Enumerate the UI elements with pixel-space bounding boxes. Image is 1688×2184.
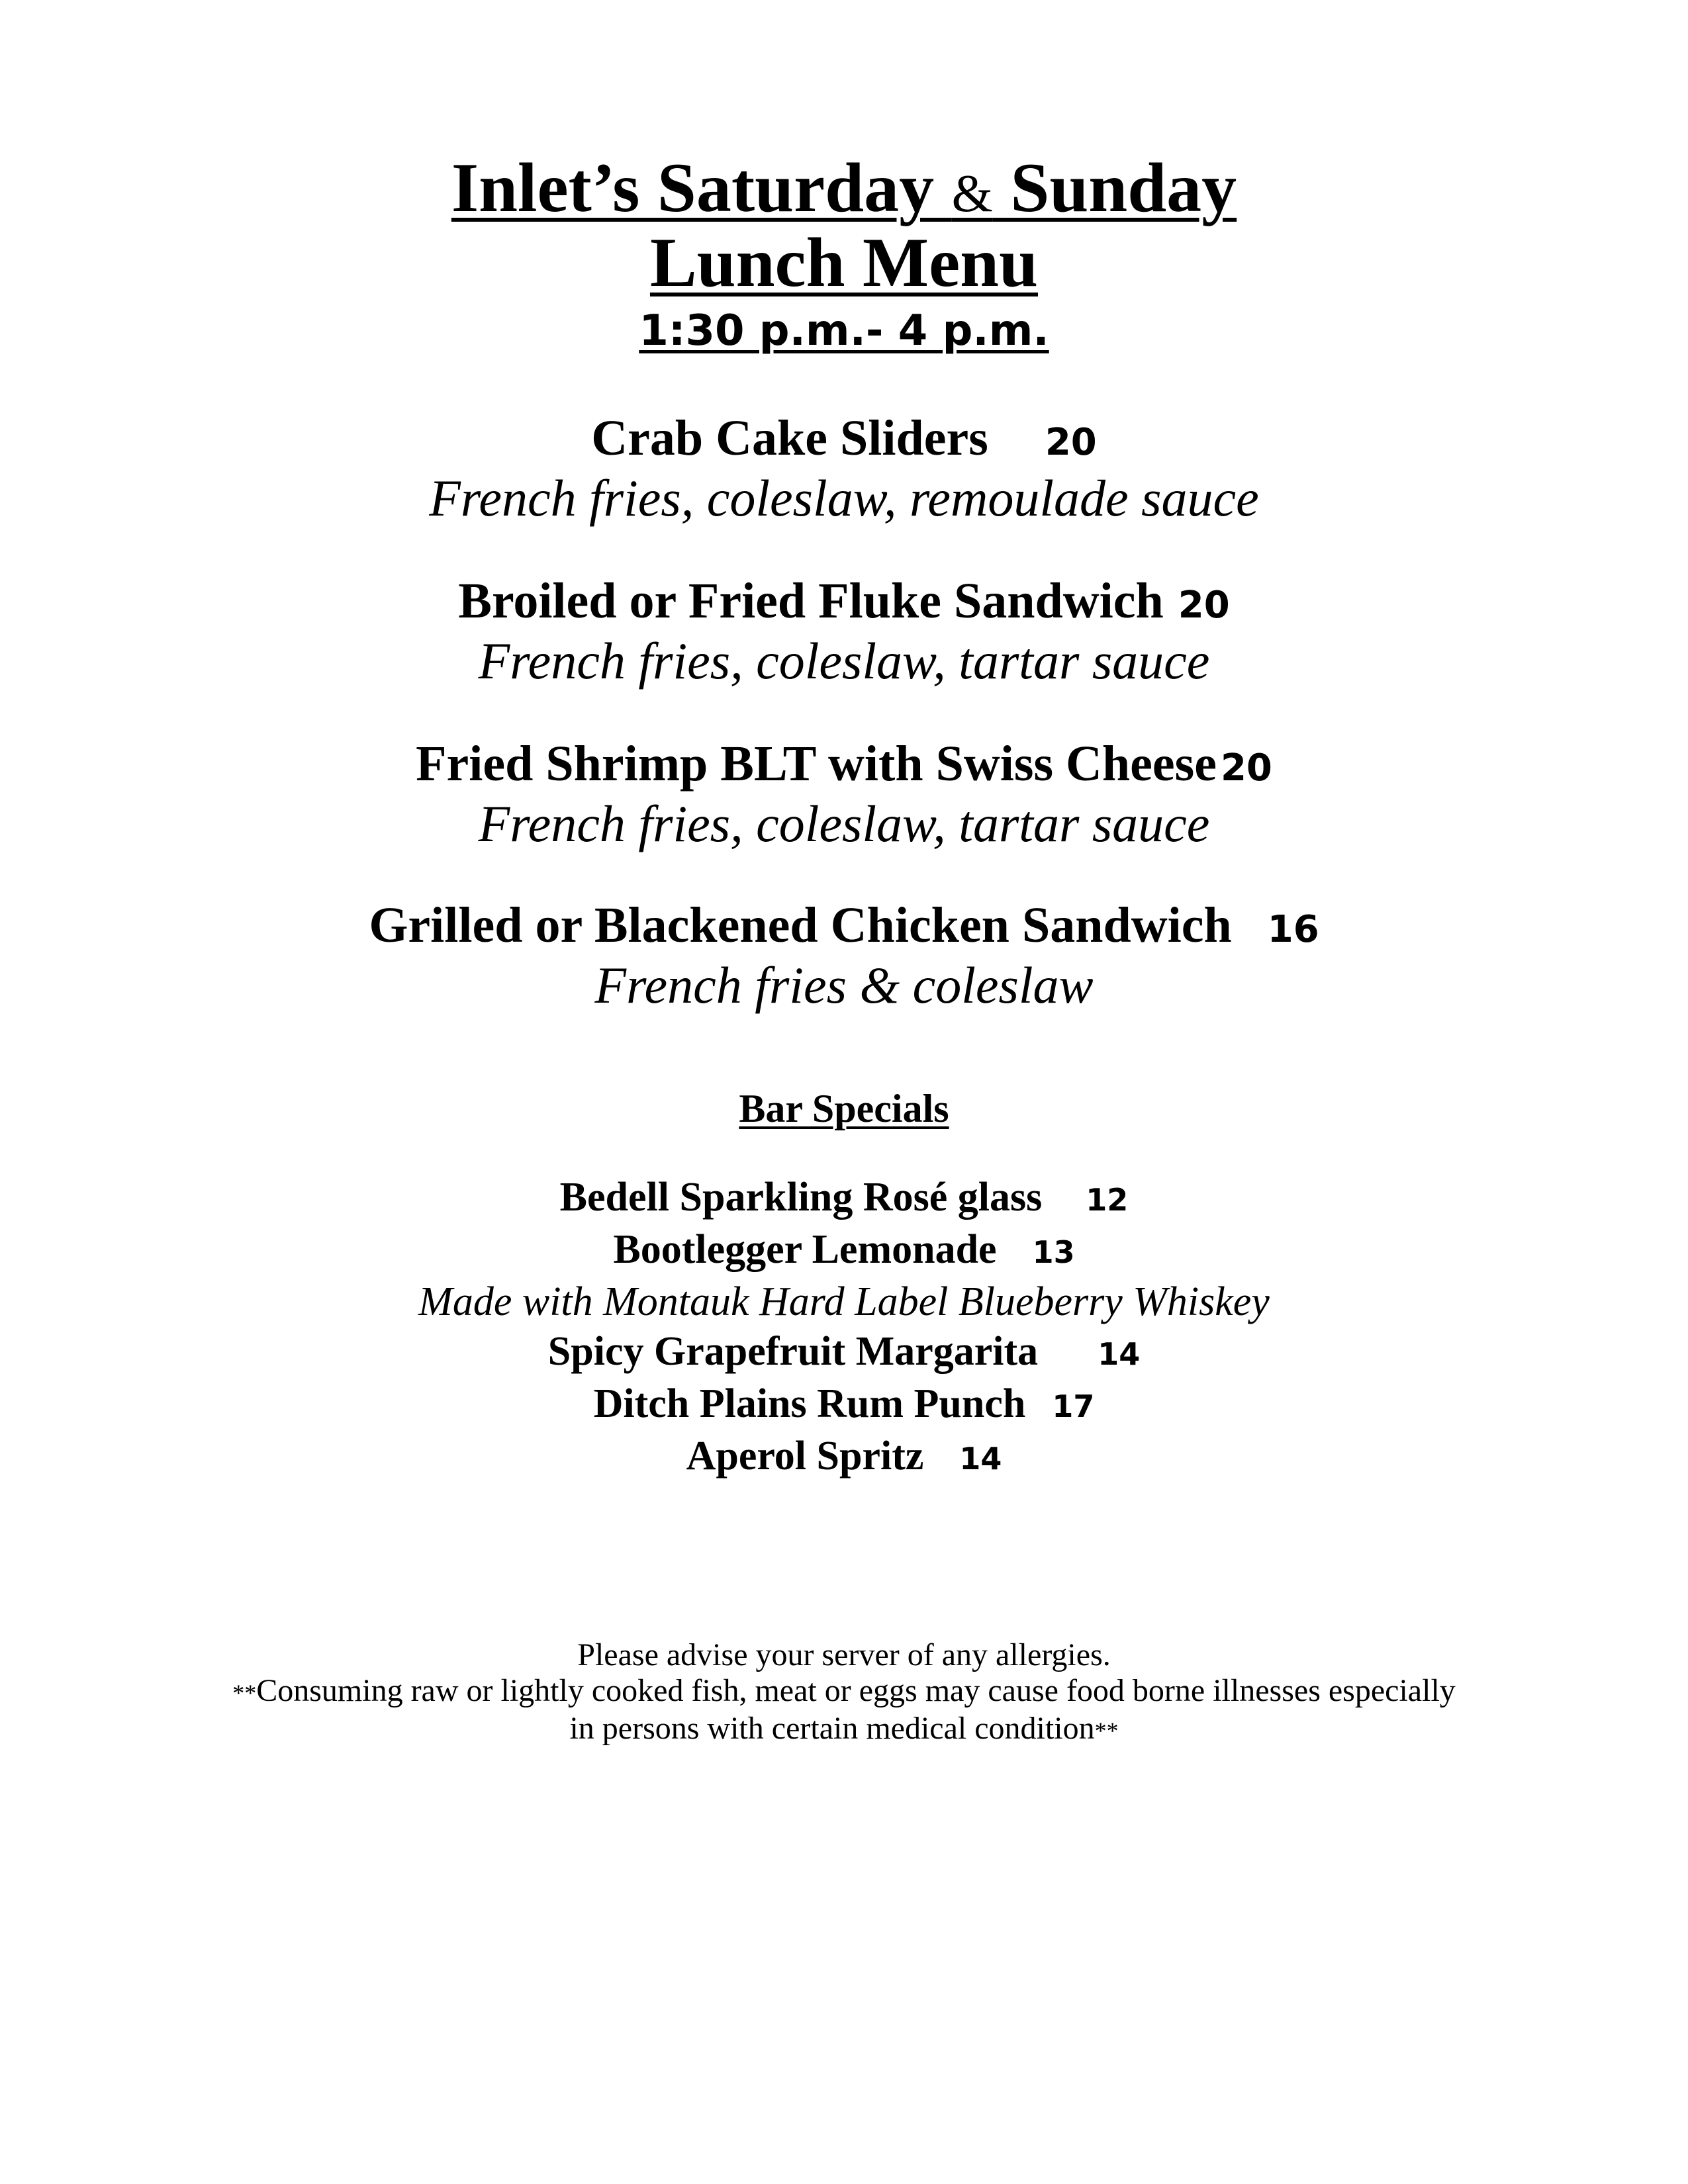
- menu-item-heading: [0, 573, 1688, 633]
- menu-item-description: French fries, coleslaw, remoulade sauce: [429, 469, 1259, 527]
- title-line-1: [0, 151, 1688, 231]
- food-warning-text-1: Consuming raw or lightly cooked fish, meat or eggs may cause food borne illnesses especially: [256, 1673, 1456, 1708]
- title-line-2: Lunch Menu: [649, 224, 1039, 301]
- title-part-2: Sunday: [992, 149, 1237, 226]
- menu-item: [0, 897, 1688, 1013]
- bar-specials-heading: Bar Specials: [739, 1087, 949, 1130]
- menu-item-name: Broiled or Fried Fluke Sandwich: [458, 573, 1164, 629]
- menu-item-heading: [0, 897, 1688, 958]
- drink-price: 12: [1086, 1182, 1129, 1218]
- menu-item-name: Grilled or Blackened Chicken Sandwich: [369, 897, 1232, 953]
- menu-item-description: French fries, coleslaw, tartar sauce: [478, 632, 1210, 690]
- service-hours: 1:30 p.m.- 4 p.m.: [639, 306, 1049, 355]
- menu-item: [0, 410, 1688, 526]
- footer-notice: [0, 1637, 1688, 1749]
- food-warning-line-2: [0, 1711, 1688, 1749]
- menu-item: [0, 573, 1688, 689]
- menu-item-name: Fried Shrimp BLT with Swiss Cheese: [416, 736, 1217, 792]
- menu-item-description: French fries, coleslaw, tartar sauce: [478, 795, 1210, 852]
- menu-item-price: 20: [1045, 421, 1097, 464]
- footnote-stars-close: **: [1094, 1717, 1119, 1744]
- menu-item: [0, 736, 1688, 852]
- drink-price: 13: [1032, 1234, 1075, 1270]
- menu-title: [0, 151, 1688, 355]
- menu-item-description: French fries & coleslaw: [594, 956, 1094, 1014]
- title-part-1: Inlet’s Saturday: [451, 149, 952, 226]
- drink-price: 17: [1052, 1388, 1095, 1424]
- bar-specials-list: [0, 1173, 1688, 1484]
- drink-item: [0, 1327, 1688, 1379]
- drink-name: Bedell Sparkling Rosé glass: [559, 1175, 1043, 1220]
- drink-name: Ditch Plains Rum Punch: [593, 1381, 1026, 1426]
- food-warning-line-1: [0, 1673, 1688, 1711]
- menu-item-price: 20: [1178, 584, 1230, 627]
- menu-item-price: 20: [1220, 747, 1272, 790]
- allergy-notice: Please advise your server of any allergies.: [577, 1637, 1111, 1672]
- food-warning-text-2: in persons with certain medical condition: [569, 1711, 1095, 1746]
- drink-price: 14: [959, 1441, 1002, 1477]
- drink-item: [0, 1379, 1688, 1432]
- menu-item-name: Crab Cake Sliders: [591, 410, 988, 466]
- menu-item-price: 16: [1267, 908, 1319, 951]
- menu-item-heading: [0, 736, 1688, 796]
- footnote-stars-open: **: [232, 1680, 257, 1706]
- drink-note: Made with Montauk Hard Label Blueberry Whiskey: [418, 1279, 1270, 1324]
- drink-name: Bootlegger Lemonade: [613, 1227, 997, 1272]
- drink-item: [0, 1173, 1688, 1225]
- drink-name: Spicy Grapefruit Margarita: [547, 1329, 1039, 1374]
- menu-item-heading: [0, 410, 1688, 471]
- drink-item: [0, 1225, 1688, 1277]
- drink-price: 14: [1098, 1336, 1141, 1372]
- drink-item: [0, 1432, 1688, 1484]
- drink-name: Aperol Spritz: [686, 1433, 924, 1479]
- title-ampersand: &: [951, 165, 993, 223]
